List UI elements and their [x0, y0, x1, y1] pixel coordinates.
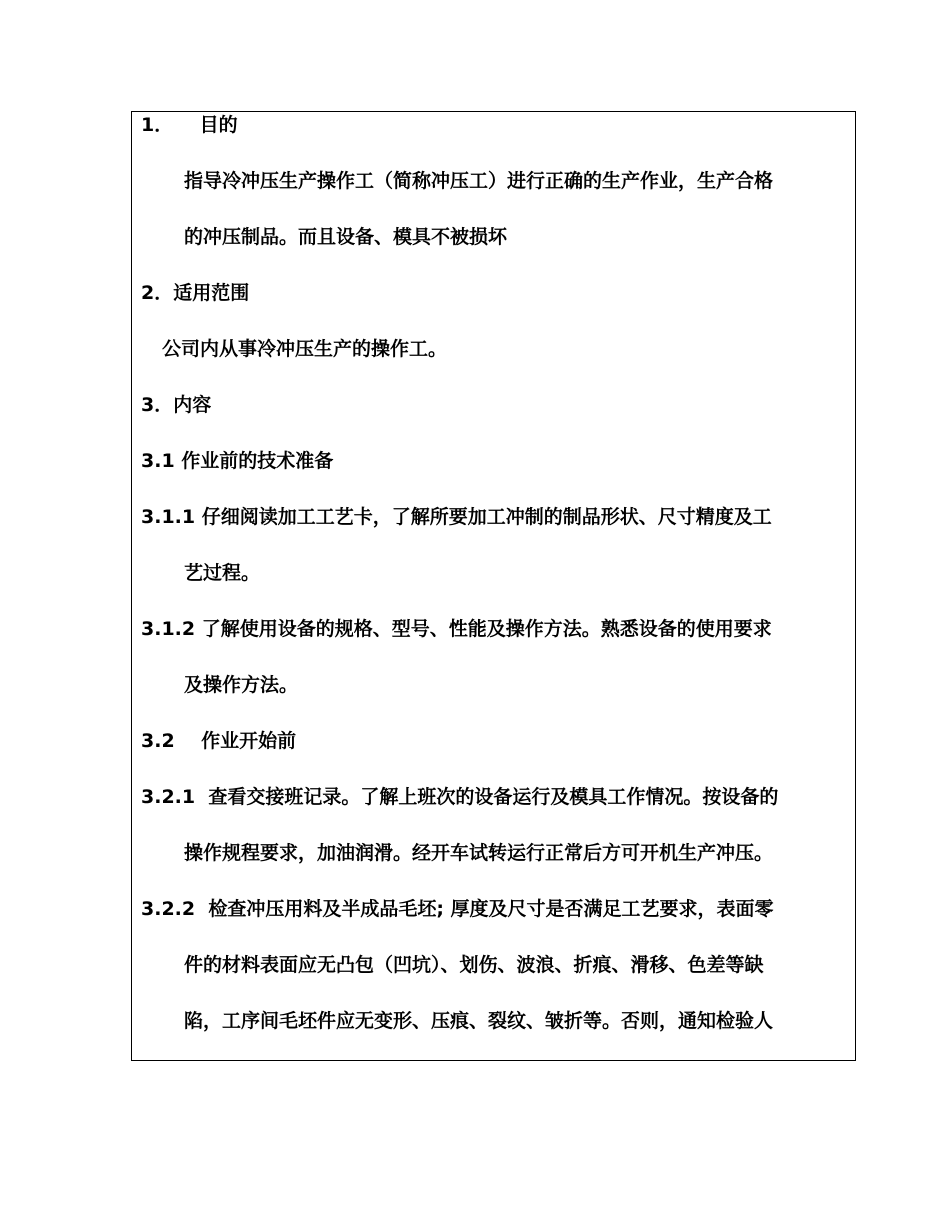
- heading-purpose: 1． 目的: [141, 114, 238, 136]
- item-3-2-1-line-2: 操作规程要求，加油润滑。经开车试转运行正常后方可开机生产冲压。: [184, 842, 774, 864]
- item-3-2-2-line-2: 件的材料表面应无凸包（凹坑）、划伤、波浪、折痕、滑移、色差等缺: [184, 954, 764, 976]
- item-3-2-1-line-1: 3.2.1 查看交接班记录。了解上班次的设备运行及模具工作情况。按设备的: [141, 786, 779, 808]
- heading-scope: 2．适用范围: [141, 282, 250, 304]
- purpose-text-line-1: 指导冷冲压生产操作工（简称冲压工）进行正确的生产作业，生产合格: [184, 170, 774, 192]
- item-3-1-1-line-2: 艺过程。: [184, 562, 261, 584]
- section-3-1-heading: 3.1 作业前的技术准备: [141, 450, 334, 472]
- purpose-text-line-2: 的冲压制品。而且设备、模具不被损坏: [184, 226, 508, 248]
- scope-text: 公司内从事冷冲压生产的操作工。: [162, 338, 448, 360]
- section-3-2-heading: 3.2 作业开始前: [141, 730, 297, 752]
- item-3-2-2-line-1: 3.2.2 检查冲压用料及半成品毛坯; 厚度及尺寸是否满足工艺要求，表面零: [141, 898, 774, 920]
- heading-content: 3．内容: [141, 394, 212, 416]
- item-3-2-2-line-3: 陷，工序间毛坯件应无变形、压痕、裂纹、皱折等。否则，通知检验人: [184, 1010, 774, 1032]
- item-3-1-2-line-2: 及操作方法。: [184, 674, 299, 696]
- item-3-1-2-line-1: 3.1.2 了解使用设备的规格、型号、性能及操作方法。熟悉设备的使用要求: [141, 618, 772, 640]
- item-3-1-1-line-1: 3.1.1 仔细阅读加工工艺卡，了解所要加工冲制的制品形状、尺寸精度及工: [141, 506, 772, 528]
